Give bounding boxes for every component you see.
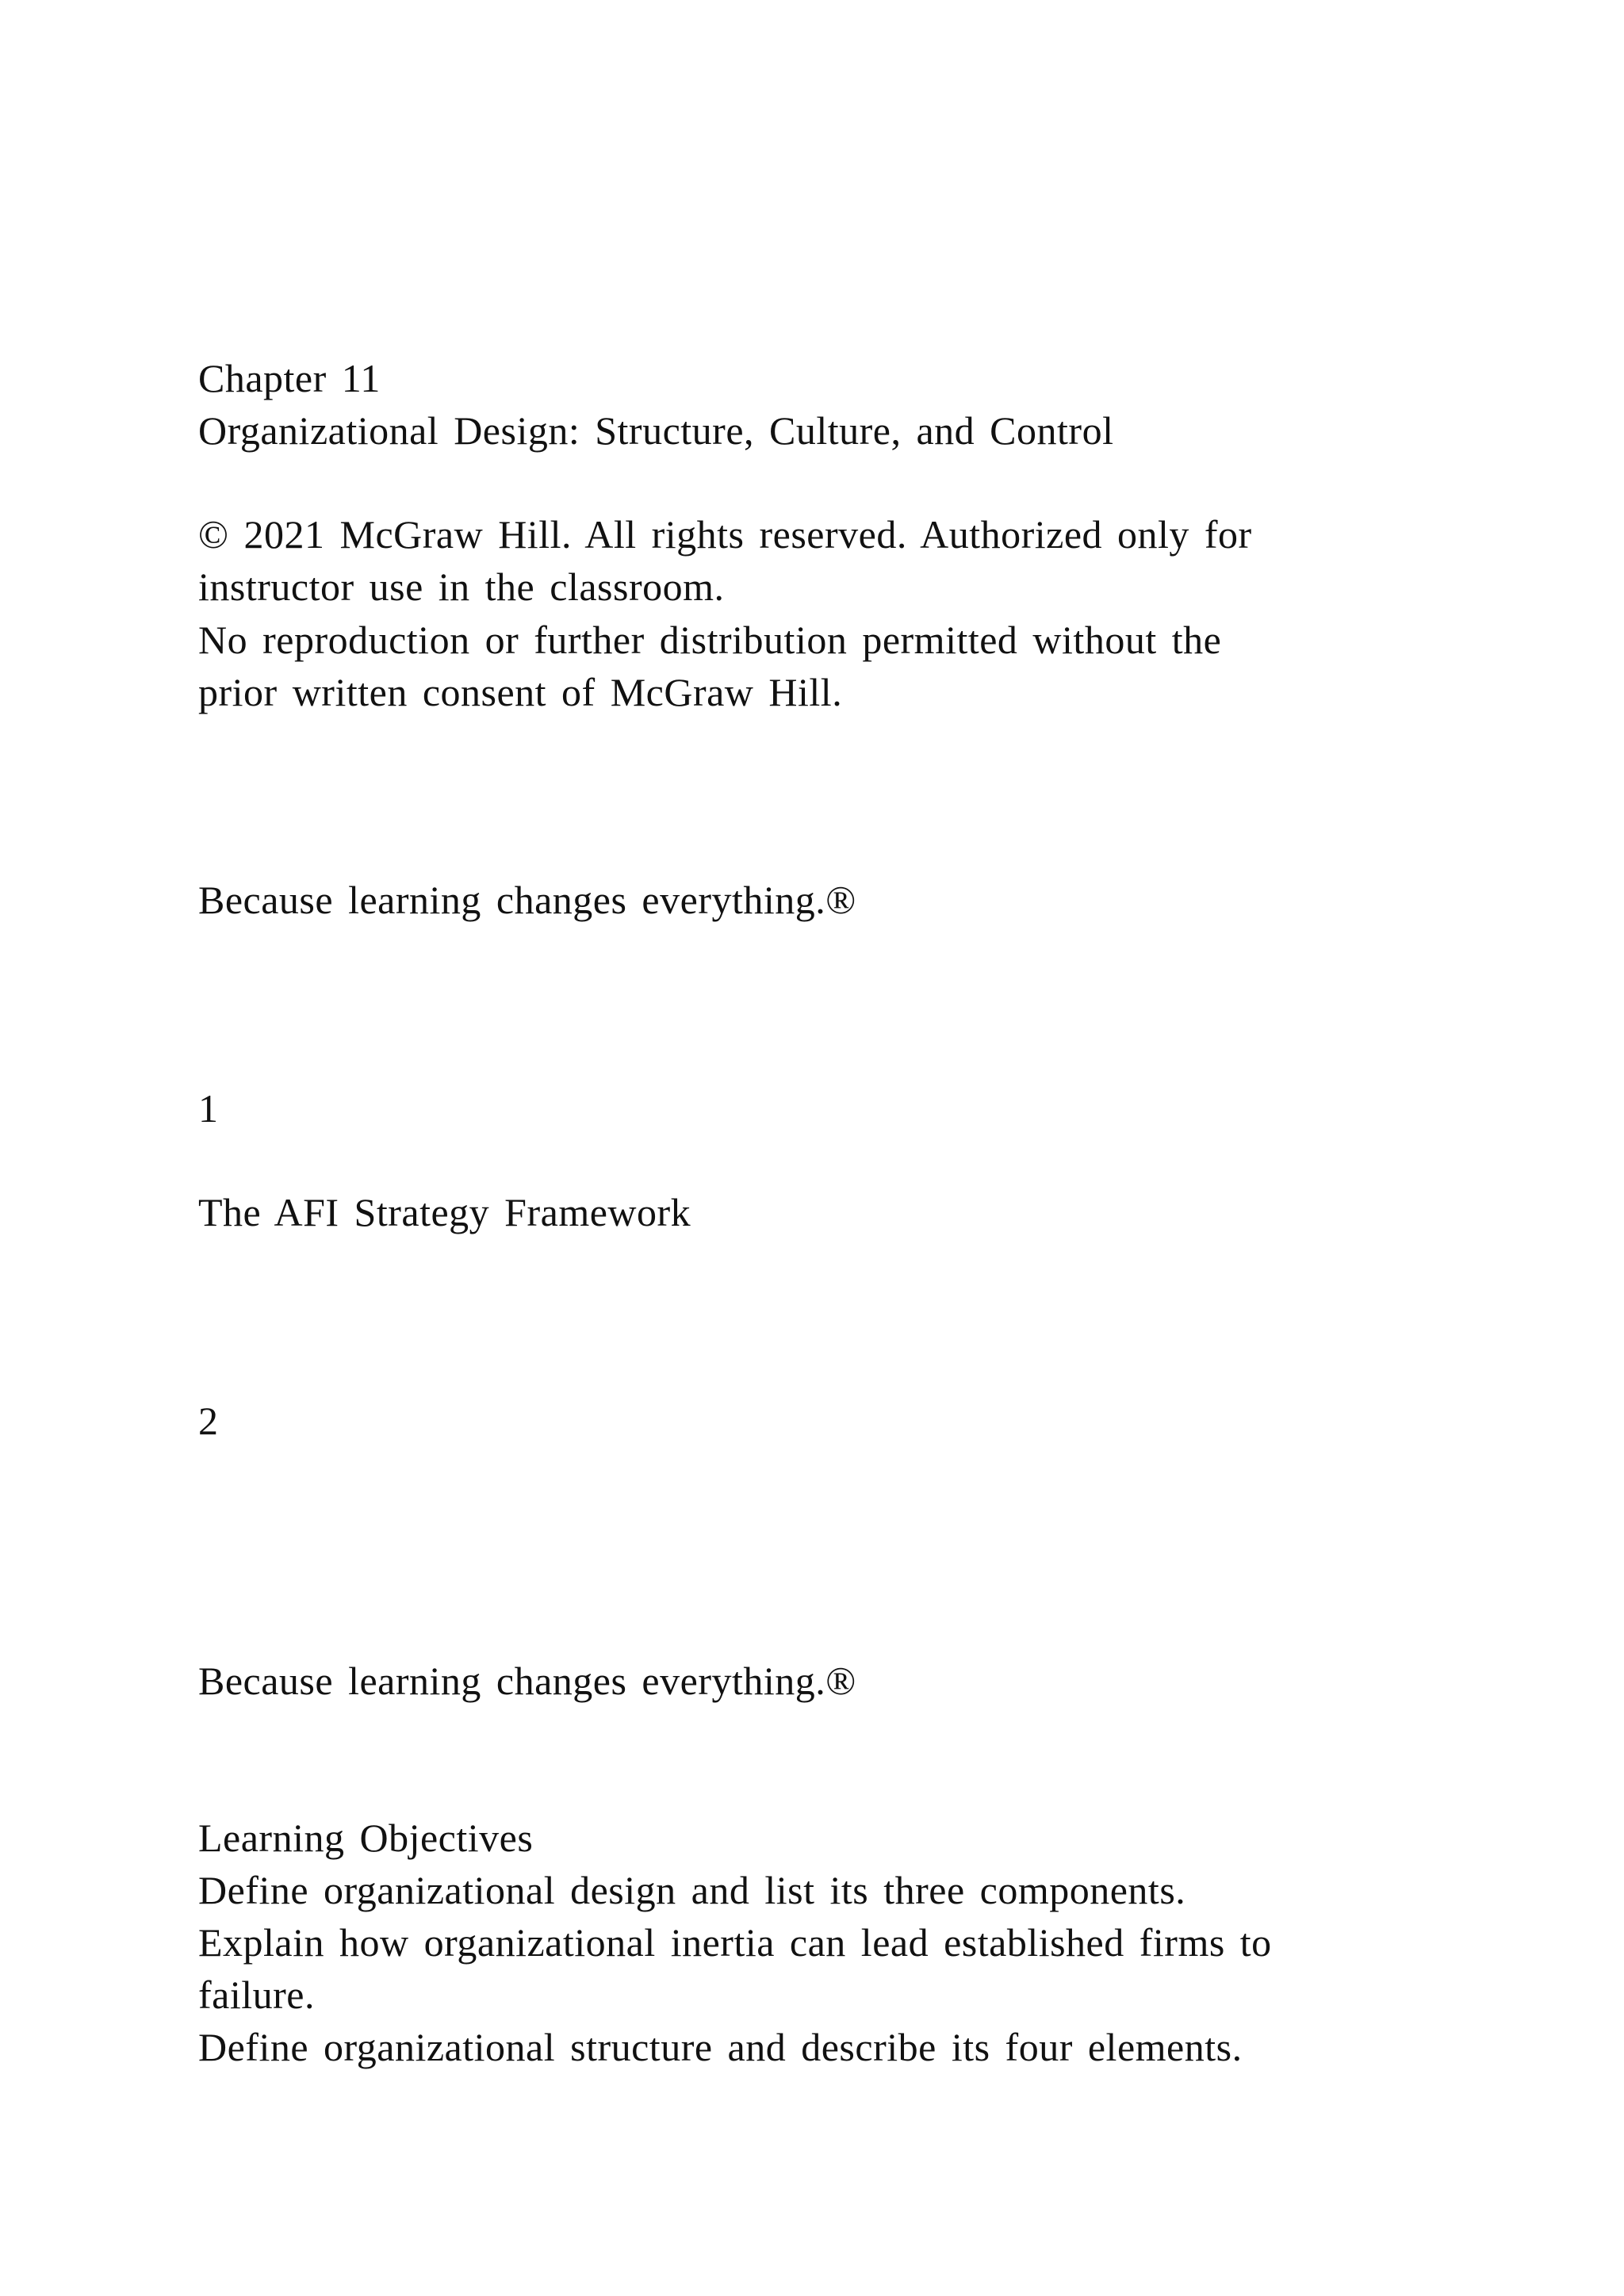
page-number-1: 1	[198, 1086, 219, 1131]
page-number-2: 2	[198, 1399, 219, 1443]
tagline-2: Because learning changes everything.®	[198, 1659, 856, 1703]
copyright-line-1: © 2021 McGraw Hill. All rights reserved. Authorized only for	[198, 512, 1252, 557]
objective-line-4: Define organizational structure and describe its four elements.	[198, 2025, 1243, 2069]
tagline-1: Because learning changes everything.®	[198, 878, 856, 922]
copyright-line-2: instructor use in the classroom.	[198, 564, 725, 609]
objectives-heading: Learning Objectives	[198, 1816, 534, 1860]
section-title: The AFI Strategy Framework	[198, 1190, 691, 1234]
objective-line-2: Explain how organizational inertia can lead established firms to	[198, 1920, 1272, 1965]
copyright-line-4: prior written consent of McGraw Hill.	[198, 670, 843, 714]
objective-line-1: Define organizational design and list its three components.	[198, 1868, 1186, 1912]
copyright-line-3: No reproduction or further distribution permitted without the	[198, 618, 1222, 662]
chapter-title: Organizational Design: Structure, Culture, and Control	[198, 408, 1114, 453]
chapter-number: Chapter 11	[198, 356, 381, 400]
objective-line-3: failure.	[198, 1973, 315, 2017]
